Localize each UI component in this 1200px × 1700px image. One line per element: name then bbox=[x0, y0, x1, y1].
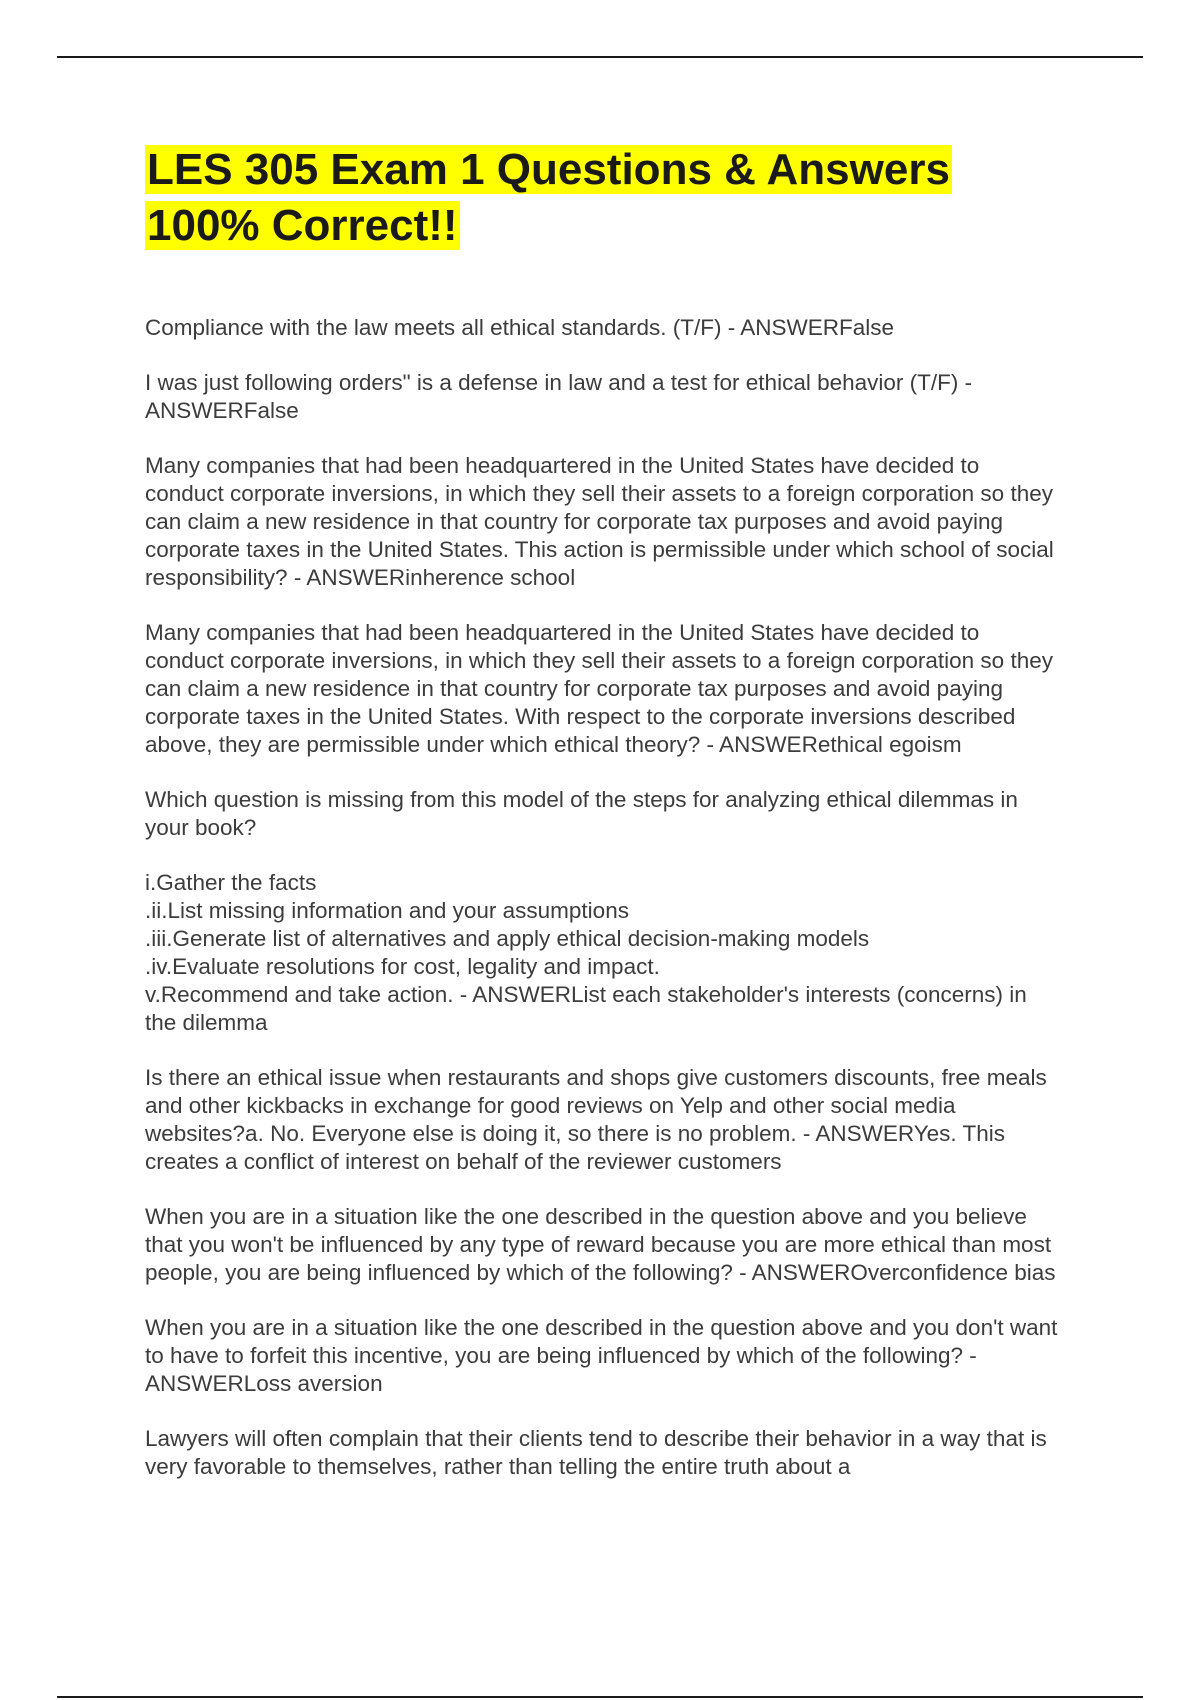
document-title bbox=[145, 142, 1060, 254]
qa-item: I was just following orders" is a defense in law and a test for ethical behavior (T/F) - ANSWERFalse bbox=[145, 370, 973, 423]
qa-item: When you are in a situation like the one described in the question above and you don't want to have to forfeit this incentive, you are being influenced by which of the following? - ANSWERLoss aversion bbox=[145, 1315, 1058, 1396]
qa-item: When you are in a situation like the one described in the question above and you believe that you won't be influenced by any type of reward because you are more ethical than most people, you are being influenced by which of the following? - ANSWEROverconfidence bias bbox=[145, 1204, 1056, 1285]
document-body bbox=[145, 142, 1060, 1508]
footer-rule bbox=[57, 1696, 1143, 1698]
qa-item: Is there an ethical issue when restaurants and shops give customers discounts, free meals and other kickbacks in exchange for good reviews on Yelp and other social media websites?a. No. Everyone else is doing it, so there is no problem. - ANSWERYes. This creates a conflict of interest on behalf of the reviewer customers bbox=[145, 1065, 1047, 1174]
qa-item: Which question is missing from this model of the steps for analyzing ethical dilemmas in your book? bbox=[145, 787, 1018, 840]
qa-item: Many companies that had been headquartered in the United States have decided to conduct corporate inversions, in which they sell their assets to a foreign corporation so they can claim a new residence in that country for corporate tax purposes and avoid paying corporate taxes in the United States. With respect to the corporate inversions described above, they are permissible under which ethical theory? - ANSWERethical egoism bbox=[145, 620, 1053, 757]
header-rule bbox=[57, 56, 1143, 58]
qa-item: Compliance with the law meets all ethical standards. (T/F) - ANSWERFalse bbox=[145, 315, 895, 340]
qa-item: Many companies that had been headquartered in the United States have decided to conduct corporate inversions, in which they sell their assets to a foreign corporation so they can claim a new residence in that country for corporate tax purposes and avoid paying corporate taxes in the United States. This action is permissible under which school of social responsibility? - ANSWERinherence school bbox=[145, 453, 1054, 590]
document-title-text: LES 305 Exam 1 Questions & Answers 100% Correct!! bbox=[147, 145, 950, 250]
qa-item: Lawyers will often complain that their clients tend to describe their behavior in a way that is very favorable to themselves, rather than telling the entire truth about a bbox=[145, 1426, 1047, 1479]
qa-item: i.Gather the facts .ii.List missing information and your assumptions .iii.Generate list of alternatives and apply ethical decision-making models .iv.Evaluate resolutions for cost, legality and impact. v.Recommend and take action. - ANSWERList each stakeholder's interests (concerns) in the dilemma bbox=[145, 870, 1027, 1035]
